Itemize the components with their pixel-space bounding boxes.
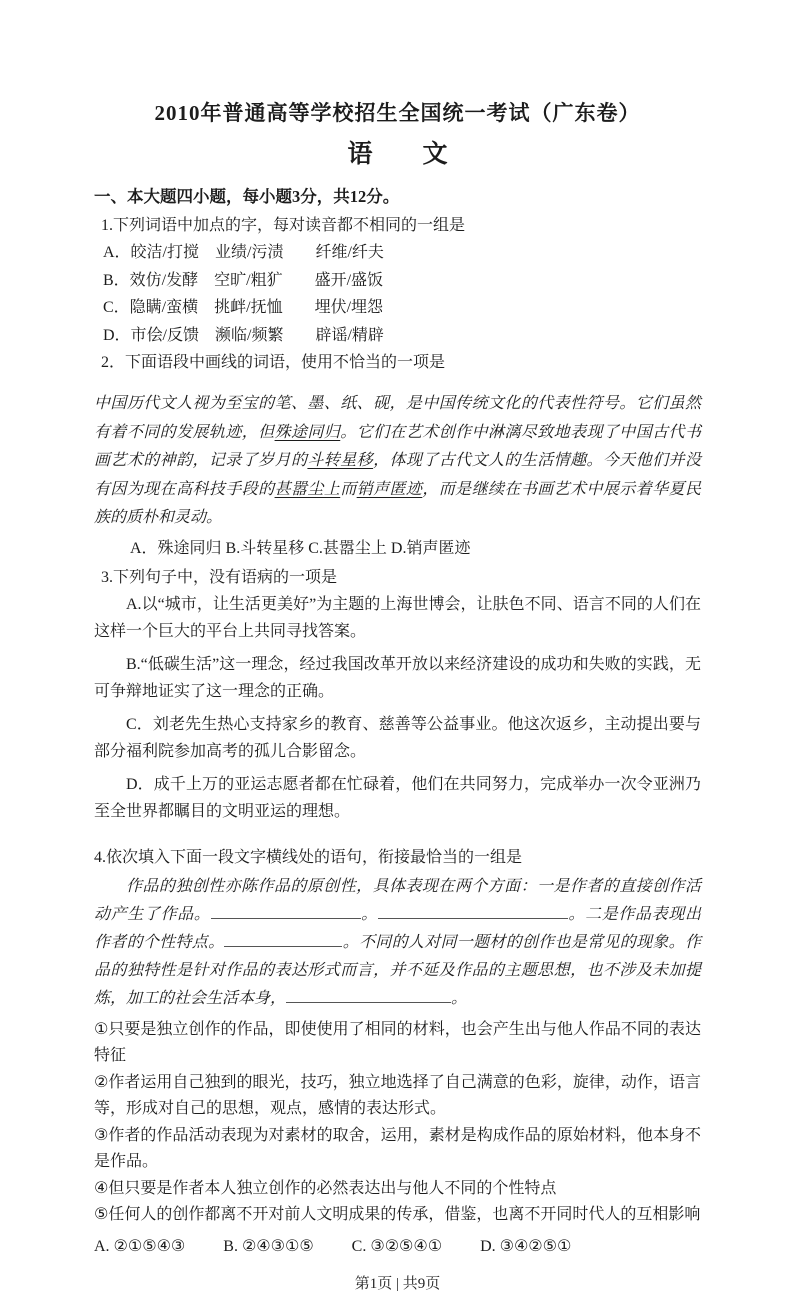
question-2-stem: 2．下面语段中画线的词语，使用不恰当的一项是 [101,354,446,371]
underlined-term: 殊途同归 [274,423,341,441]
question-3 [94,564,701,826]
question-1 [94,212,701,349]
question-4-item-4: ④但只要是作者本人独立创作的必然表达出与他人不同的个性特点 [94,1179,557,1197]
question-4-option-c: C. ③②⑤④① [351,1237,443,1255]
page-number: 第1页 | 共9页 [354,1275,441,1292]
exam-title: 2010年普通高等学校招生全国统一考试（广东卷） [154,101,641,125]
passage-text: 。二是作品表现出作者的个性特点。 [94,905,701,951]
question-4-answer-options [94,1233,701,1260]
passage-text: 。它们在艺术创作中淋漓尽致地表现了中国古代书画艺术的神韵，记录了岁月的 [94,423,701,469]
blank-line [211,902,361,918]
blank-line [378,902,568,918]
underlined-term: 斗转星移 [307,452,374,469]
question-1-option-a: A．皎洁/打搅 业绩/污渍 纤维/纤夫 [103,244,384,261]
underlined-term: 销声匿迹 [356,480,423,498]
section-one-heading: 一、本大题四小题，每小题3分，共12分。 [94,187,400,206]
question-4-item-3: ③作者的作品活动表现为对素材的取舍，运用，素材是构成作品的原始材料，他本身不是作品。 [94,1126,701,1170]
question-1-option-c: C．隐瞒/蛮横 挑衅/抚恤 埋伏/埋怨 [103,299,384,316]
passage-text: 。 [451,989,468,1007]
question-1-stem: 1.下列词语中加点的字，每对读音都不相同的一组是 [101,217,466,234]
question-4-item-5: ⑤任何人的创作都离不开对前人文明成果的传承，借鉴，也离不开同时代人的互相影响 [94,1206,701,1223]
question-3-option-d: D．成千上万的亚运志愿者都在忙碌着，他们在共同努力，完成举办一次令亚洲乃至全世界都瞩目的文明亚运的理想。 [94,775,701,820]
question-3-option-c: C．刘老先生热心支持家乡的教育、慈善等公益事业。他这次返乡，主动提出要与部分福利院参加高考的孤儿合影留念。 [94,715,701,760]
blank-line [286,986,451,1002]
question-2-options: A．殊途同归 B.斗转星移 C.甚嚣尘上 D.销声匿迹 [130,539,471,557]
passage-text: ，体现了古代文人的生活情趣。今天他们并没有因为现在高科技手段的 [94,452,701,498]
question-4-item-1: ①只要是独立创作的作品，即使使用了相同的材料，也会产生出与他人作品不同的表达特征 [94,1020,701,1064]
question-2-passage [94,390,701,533]
question-1-option-b: B．效仿/发酵 空旷/粗犷 盛开/盛饭 [103,271,384,289]
question-4-stem: 4.依次填入下面一段文字横线处的语句，衔接最恰当的一组是 [94,848,523,866]
question-4-option-b: B. ②④③①⑤ [223,1237,314,1255]
question-3-option-a: A.以“城市，让生活更美好”为主题的上海世博会，让肤色不同、语言不同的人们在这样一个巨大的平台上共同寻找答案。 [94,595,701,640]
underlined-term: 甚嚣尘上 [274,480,341,498]
passage-text: 作品的独创性亦陈作品的原创性，具体表现在两个方面：一是作者的直接创作活动产生了作品。 [94,877,701,923]
passage-text: ，而是继续在书画艺术中展示着华夏民族的质朴和灵动。 [94,480,701,526]
question-4 [94,844,701,1260]
question-4-passage [94,873,701,1013]
question-4-option-a: A. ②①⑤④③ [94,1237,186,1255]
blank-line [224,930,342,946]
exam-subject: 语 文 [347,141,448,168]
question-3-option-b: B.“低碳生活”这一理念，经过我国改革开放以来经济建设的成功和失败的实践，无可争辩地证实了这一理念的正确。 [94,655,701,700]
question-3-stem: 3.下列句子中，没有语病的一项是 [101,568,338,586]
question-2 [94,349,701,562]
passage-text: 而 [340,480,357,498]
question-1-option-d: D．市侩/反馈 濒临/频繁 辟谣/精辟 [103,326,384,344]
question-4-item-2: ②作者运用自己独到的眼光，技巧，独立地选择了自己满意的色彩，旋律，动作，语言等，形成对自己的思想，观点，感情的表达形式。 [94,1073,701,1117]
question-4-option-d: D. ③④②⑤① [480,1237,572,1255]
passage-text: 。不同的人对同一题材的创作也是常见的现象。作品的独特性是针对作品的表达形式而言，并不延及作品的主题思想，也不涉及未加提炼，加工的社会生活本身， [94,933,701,1007]
passage-text: 中国历代文人视为至宝的笔、墨、纸、砚，是中国传统文化的代表性符号。它们虽然有着不同的发展轨迹，但 [94,395,701,441]
passage-text: 。 [360,905,378,923]
